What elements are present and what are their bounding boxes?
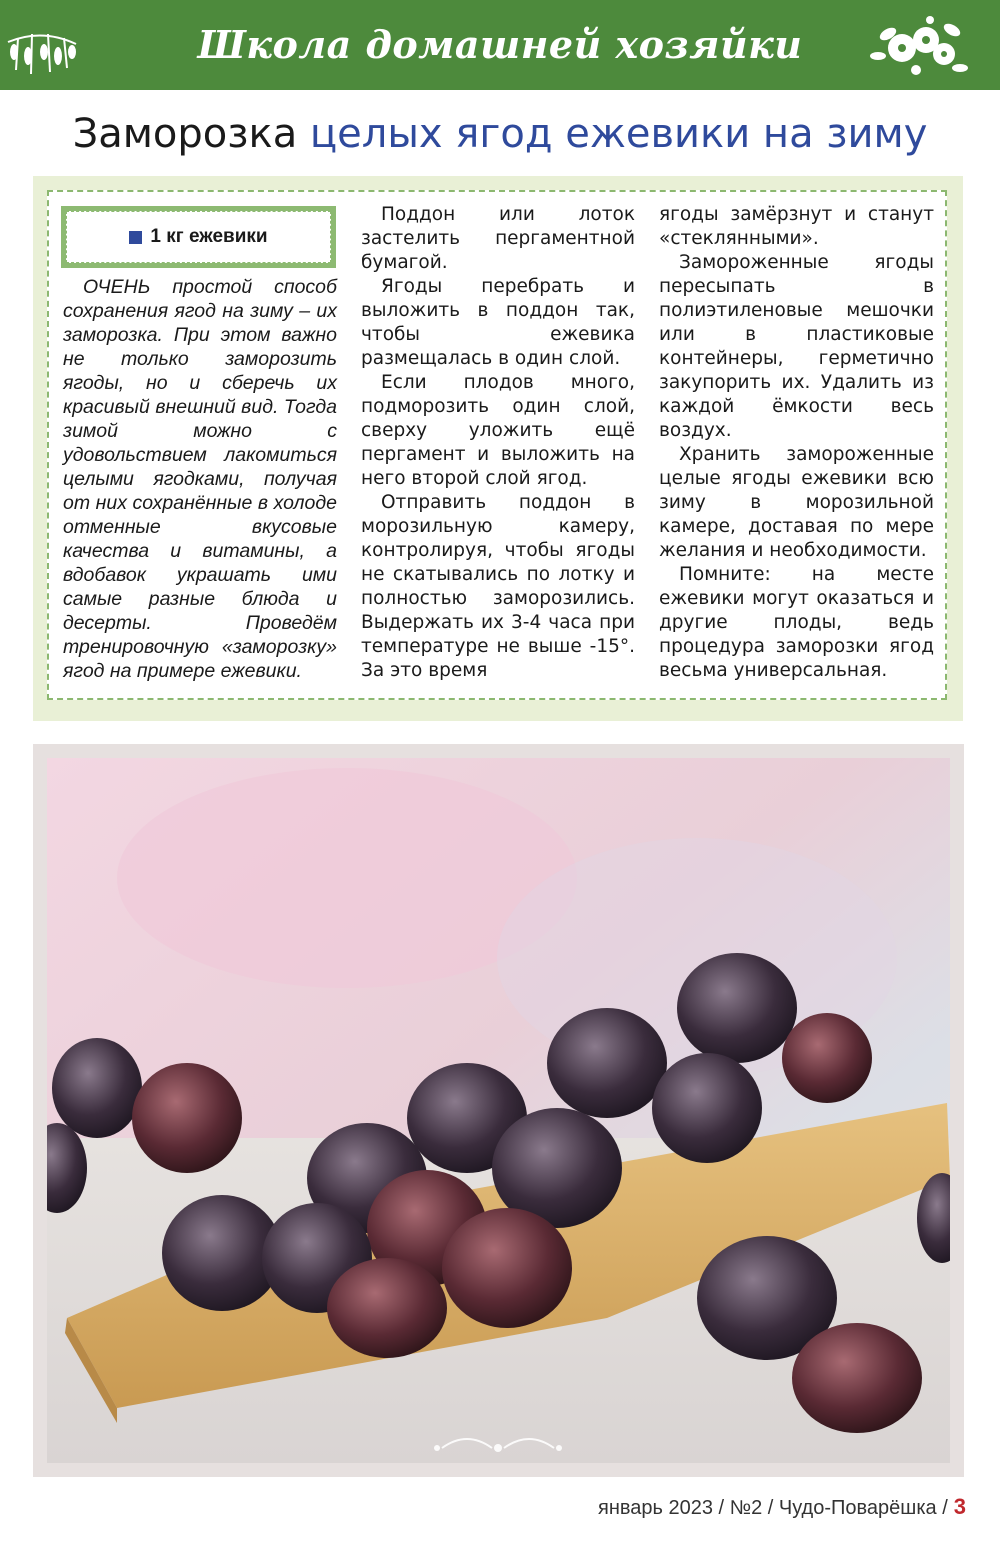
storage-column	[659, 203, 934, 683]
storage-paragraph: Замороженные ягоды пересыпать в полиэтиленовые мешочки или в пластиковые контейнеры, герметично закупорить их. Удалить из каждой ёмкости весь воздух.	[659, 252, 934, 441]
article-title	[0, 108, 1000, 160]
step-paragraph: Отправить поддон в морозильную камеру, контролируя, чтобы ягоды не скатывались по лотку и полностью заморозились. Выдержать их 3-4 часа при температуре не выше -15°. За это время	[361, 492, 635, 681]
photo-frame	[33, 744, 964, 1477]
title-part-blue: целых ягод ежевики на зиму	[309, 111, 928, 157]
storage-paragraph: Помните: на месте ежевики могут оказаться и другие плоды, ведь процедура заморозки ягод весьма универсальная.	[659, 564, 934, 681]
storage-paragraph: Хранить замороженные целые ягоды ежевики всю зиму в морозильной камере, доставая по мере желания и необходимости.	[659, 444, 934, 561]
blackberries-photo	[47, 758, 950, 1463]
intro-paragraph: ОЧЕНЬ простой способ сохранения ягод на зиму – их заморозка. При этом важно не только заморозить ягоды, но и сберечь их красивый внешний вид. Тогда зимой можно с удовольствием лакомиться целыми ягодками, получая от них сохранённые в холоде отменные вкусовые качества и витамины, а вдобавок украшать ими самые разные блюда и десерты. Проведём тренировочную «заморозку» ягод на примере ежевики.	[63, 276, 337, 682]
page-footer	[598, 1494, 966, 1520]
title-part-black: Заморозка	[72, 111, 298, 157]
fruit-ornament-icon	[868, 10, 968, 82]
steps-column	[361, 203, 635, 683]
section-header	[0, 0, 1000, 90]
ingredient-tag	[61, 206, 336, 268]
step-paragraph: Если плодов много, подморозить один слой, сверху уложить ещё пергамент и выложить на него второй слой ягод.	[361, 372, 635, 489]
bullet-square-icon	[129, 231, 142, 244]
section-title: Школа домашней хозяйки	[197, 22, 803, 67]
ingredient-tag-inner	[66, 211, 331, 263]
page-number: 3	[953, 1494, 966, 1519]
issue-info: январь 2023 / №2 / Чудо-Поварёшка /	[597, 1497, 948, 1519]
intro-column	[63, 275, 337, 683]
step-paragraph: Ягоды перебрать и выложить в поддон так, чтобы ежевика размещалась в один слой.	[361, 276, 635, 369]
continued-paragraph: ягоды замёрзнут и станут «стеклянными».	[659, 204, 934, 249]
ingredient-text: 1 кг ежевики	[150, 226, 268, 247]
step-paragraph: Поддон или лоток застелить пергаментной бумагой.	[361, 204, 635, 273]
